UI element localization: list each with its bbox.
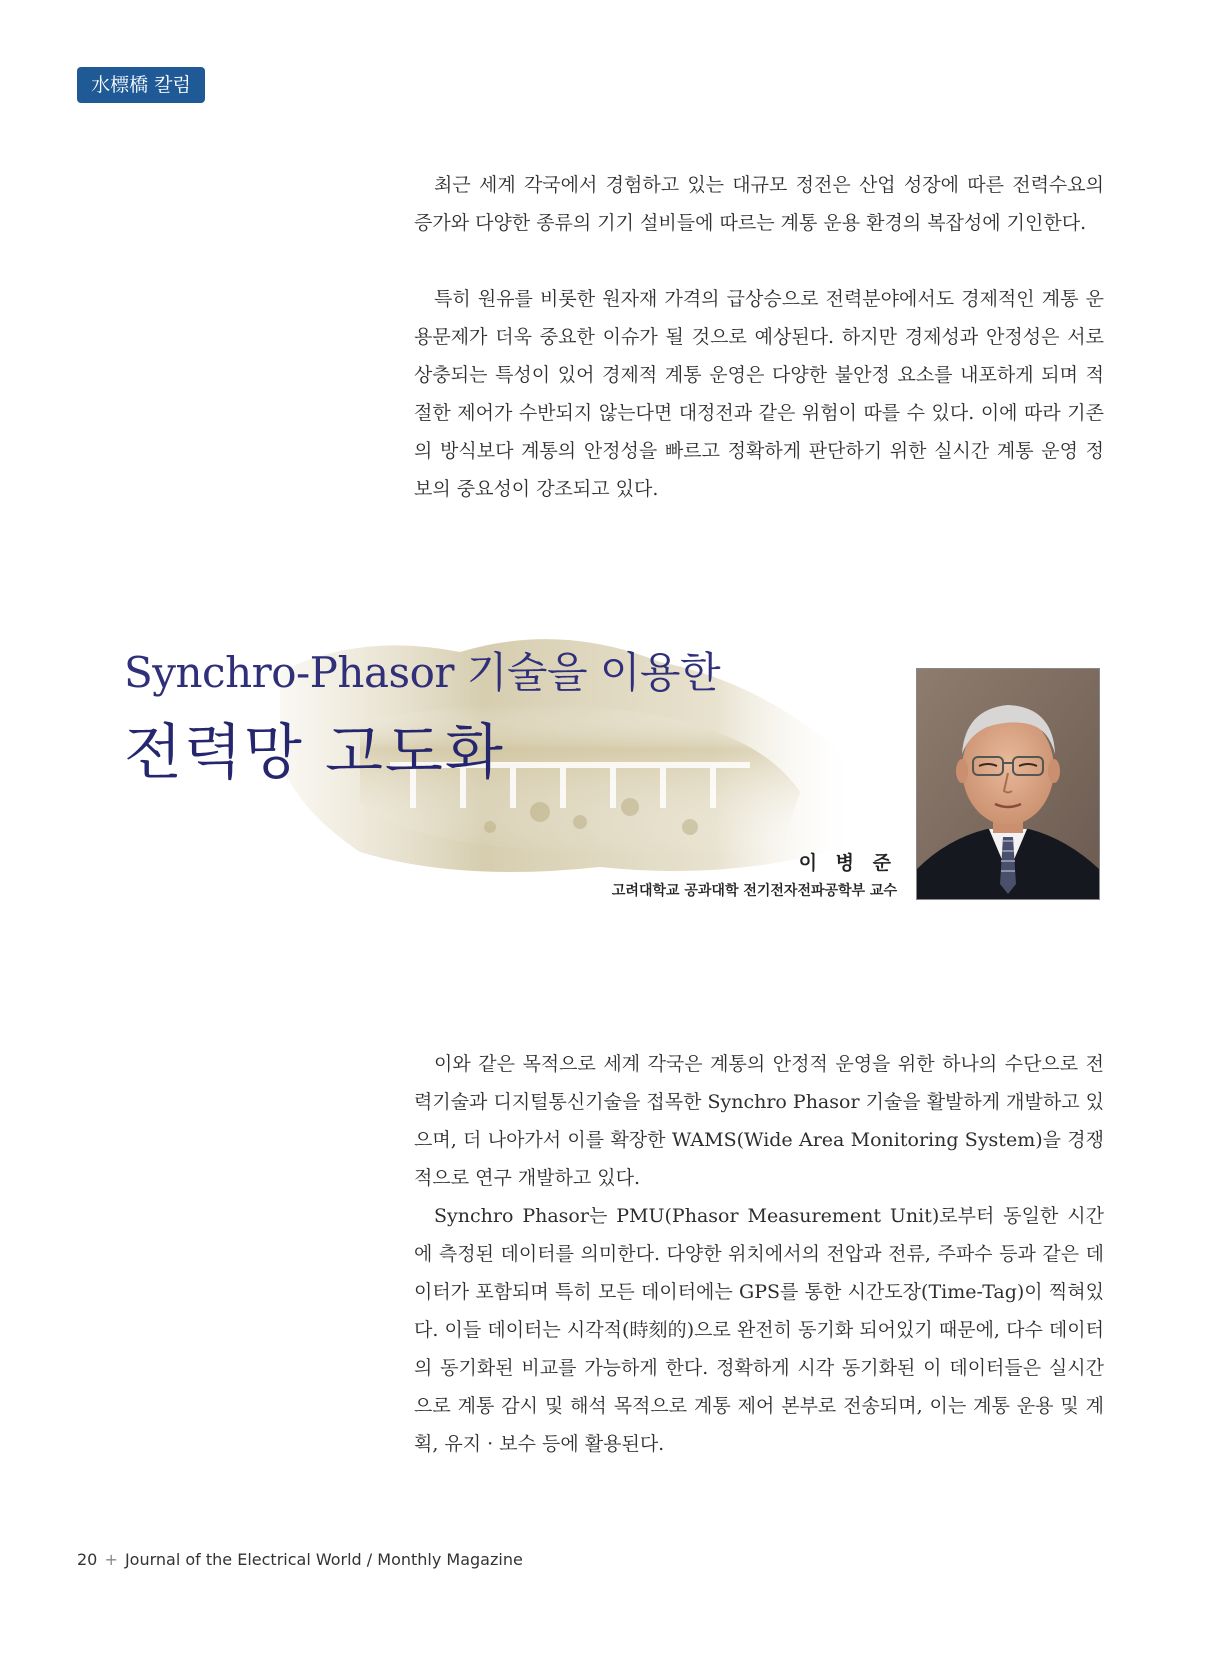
intro-paragraph: 최근 세계 각국에서 경험하고 있는 대규모 정전은 산업 성장에 따른 전력수요의 증가와 다양한 종류의 기기 설비들에 따르는 계통 운용 환경의 복잡성에 기인한다. xyxy=(414,174,1104,234)
article-title-line1: Synchro-Phasor 기술을 이용한 xyxy=(124,648,721,697)
main-paragraph: 이와 같은 목적으로 세계 각국은 계통의 안정적 운영을 위한 하나의 수단으로 전력기술과 디지털통신기술을 접목한 Synchro Phasor 기술을 활발하게 개발하고 있으며, 더 나아가서 이를 확장한 WAMS(Wide Area Monitoring System)을 경쟁적으로 연구 개발하고 있다. xyxy=(414,1053,1104,1189)
page-footer xyxy=(77,1550,523,1569)
main-text xyxy=(414,1045,1104,1463)
author-name: 이 병 준 xyxy=(798,852,897,874)
intro-text xyxy=(414,166,1104,508)
main-paragraph: Synchro Phasor는 PMU(Phasor Measurement Unit)로부터 동일한 시간에 측정된 데이터를 의미한다. 다양한 위치에서의 전압과 전류, 주파수 등과 같은 데이터가 포함되며 특히 모든 데이터에는 GPS를 통한 시간도장(Time-Tag)이 찍혀있다. 이들 데이터는 시각적(時刻的)으로 완전히 동기화 되어있기 때문에, 다수 데이터의 동기화된 비교를 가능하게 한다. 정확하게 시각 동기화된 이 데이터들은 실시간으로 계통 감시 및 해석 목적으로 계통 제어 본부로 전송되며, 이는 계통 운용 및 계획, 유지 · 보수 등에 활용된다. xyxy=(414,1205,1104,1455)
page-number: 20 xyxy=(77,1550,98,1569)
author-portrait-image xyxy=(917,669,1099,899)
article-title-line2: 전력망 고도화 xyxy=(124,718,505,788)
footer-separator: + xyxy=(104,1550,118,1569)
publication-name: Journal of the Electrical World / Monthly Magazine xyxy=(124,1550,523,1569)
author-affiliation: 고려대학교 공과대학 전기전자전파공학부 교수 xyxy=(611,883,897,899)
author-portrait xyxy=(916,668,1100,900)
intro-paragraph: 특히 원유를 비롯한 원자재 가격의 급상승으로 전력분야에서도 경제적인 계통 운용문제가 더욱 중요한 이슈가 될 것으로 예상된다. 하지만 경제성과 안정성은 서로 상충되는 특성이 있어 경제적 계통 운영은 다양한 불안정 요소를 내포하게 되며 적절한 제어가 수반되지 않는다면 대정전과 같은 위험이 따를 수 있다. 이에 따라 기존의 방식보다 계통의 안정성을 빠르고 정확하게 판단하기 위한 실시간 계통 운영 정보의 중요성이 강조되고 있다. xyxy=(414,288,1104,500)
section-tag: 水標橋 칼럼 xyxy=(77,67,205,103)
